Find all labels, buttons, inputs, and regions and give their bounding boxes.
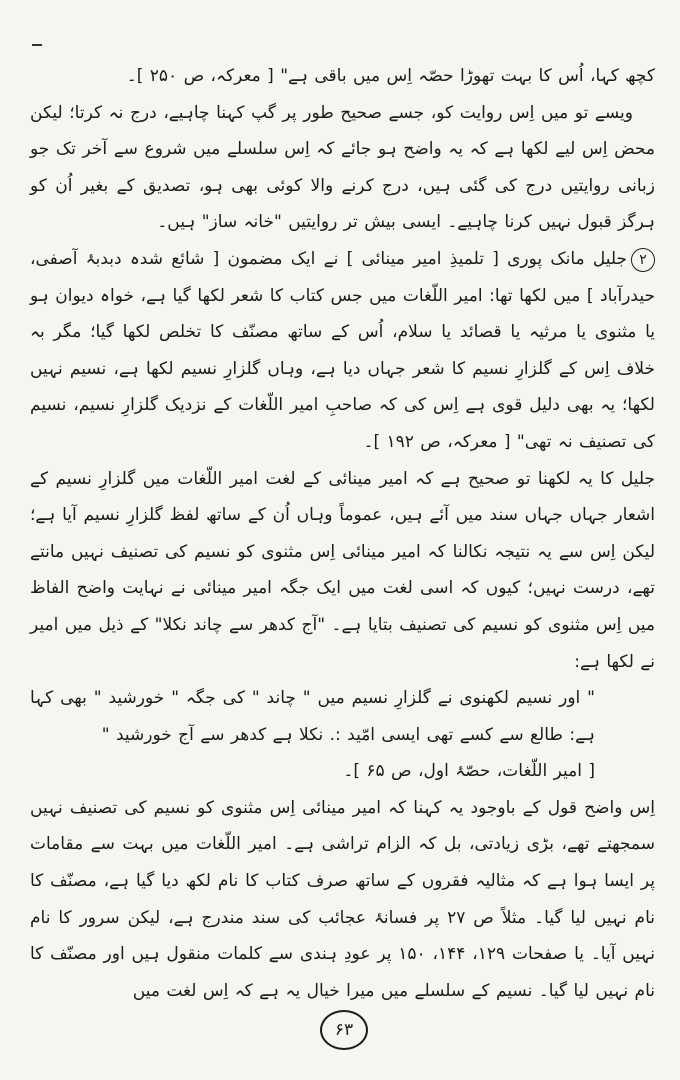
paragraph-3 <box>30 241 655 461</box>
paragraph-3-text: جلیل مانک پوری [ تلمیذِ امیر مینائی ] نے ایک مضمون [ شائع شدہ دبدبۂ آصفی، حیدرآباد ] میں لکھا تھا: امیر اللّغات میں جس کتاب کا شعر لکھا گیا ہے، خواہ دیوان ہو یا مثنوی یا مرثیہ یا قصائد یا سلام، اُس کے ساتھ مصنّف کا تخلص لکھا گیا؛ مگر بہ خلاف اِس کے گلزارِ نسیم کا شعر جہاں دیا ہے، وہاں گلزارِ نسیم لکھا ہے، نسیم نہیں لکھا؛ یہ بھی دلیل قوی ہے اِس کی کہ صاحبِ امیر اللّغات کے نزدیک گلزارِ نسیم، نسیم کی تصنیف نہ تھی" [ معرکہ، ص ۱۹۲ ]۔ <box>30 248 655 452</box>
paragraph-1: کچھ کہا، اُس کا بہت تھوڑا حصّہ اِس میں باقی ہے" [ معرکہ، ص ۲۵۰ ]۔ <box>126 66 655 86</box>
quote-block: " اور نسیم لکھنوی نے گلزارِ نسیم میں " چاند " کی جگہ " خورشید " بھی کہا ہے: طالع سے کسے تھی ایسی امّید :. نکلا ہے کدھر سے آج خورشید " <box>30 688 595 745</box>
item-number: ۲ <box>631 248 655 272</box>
paragraph-2: ویسے تو میں اِس روایت کو، جسے صحیح طور پر گپ کہنا چاہیے، درج نہ کرتا؛ لیکن محض اِس لیے لکھا ہے کہ یہ واضح ہو جائے کہ اِس سلسلے میں شروع سے آخر تک جو زبانی روایتیں درج کی گئی ہیں، درج کرنے والا کوئی بھی ہو، تصدیق کے بغیر اُن کو ہرگز قبول نہیں کرنا چاہیے۔ ایسی بیش تر روایتیں "خانہ ساز" ہیں۔ <box>30 102 655 233</box>
quote-citation: [ امیر اللّغات، حصّۂ اول، ص ۶۵ ]۔ <box>343 761 595 782</box>
page-number: ۶۳ <box>320 1010 368 1050</box>
body-text <box>30 58 655 1009</box>
paragraph-5: اِس واضح قول کے باوجود یہ کہنا کہ امیر مینائی اِس مثنوی کو نسیم کی تصنیف نہیں سمجھتے تھے، بڑی زیادتی، بل کہ الزام تراشی ہے۔ امیر اللّغات میں بہت سے مقامات پر ایسا ہوا ہے کہ مثالیہ فقروں کے ساتھ صرف کتاب کا نام لکھ دیا گیا ہے، مصنّف کا نام نہیں لیا گیا۔ مثلاً ص ۲۷ پر فسانۂ عجائب کی سند مندرج ہے، لیکن سرور کا نام نہیں آیا۔ یا صفحات ۱۲۹، ۱۴۴، ۱۵۰ پر عودِ ہندی سے کلمات منقول ہیں اور مصنّف کا نام نہیں لیا گیا۔ نسیم کے سلسلے میں میرا خیال یہ ہے کہ اِس لغت میں <box>30 797 656 1001</box>
paragraph-4: جلیل کا یہ لکھنا تو صحیح ہے کہ امیر مینائی کے لغت امیر اللّغات میں گلزارِ نسیم کے اشعار جہاں جہاں سند میں آئے ہیں، عموماً وہاں اُن کے ساتھ لفظ گلزارِ نسیم آیا ہے؛ لیکن اِس سے یہ نتیجہ نکالنا کہ امیر مینائی اِس مثنوی کو نسیم کی تصنیف نہیں مانتے تھے، درست نہیں؛ کیوں کہ اسی لغت میں ایک جگہ امیر مینائی نے نہایت واضح الفاظ میں اِس مثنوی کو نسیم کی تصنیف بتایا ہے۔ "آج کدھر سے چاند نکلا" کے ذیل میں امیر نے لکھا ہے: <box>30 468 655 672</box>
margin-mark <box>32 44 42 46</box>
